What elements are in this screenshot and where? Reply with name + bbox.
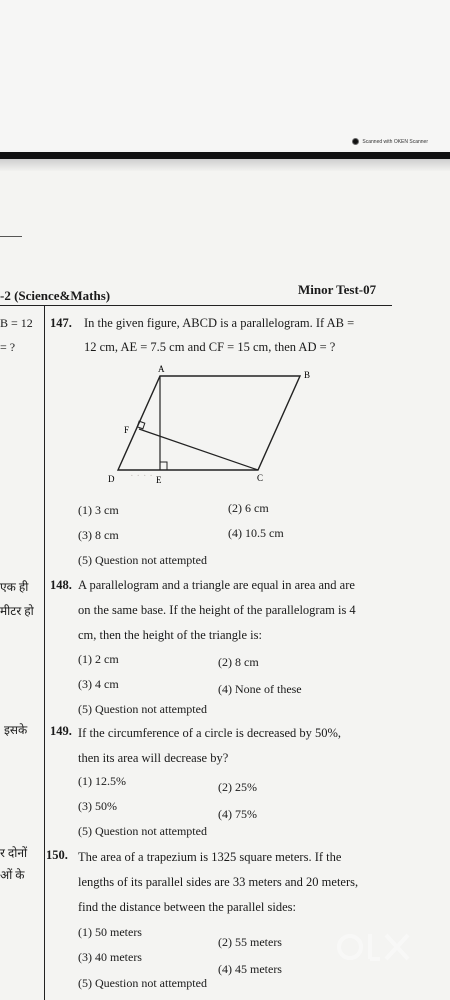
question-text: In the given figure, ABCD is a parallelogram. If AB = [84,316,355,330]
answer-option: (4) 45 meters [218,962,282,976]
margin-fragment: र दोनों [0,846,28,860]
scanner-badge-text: Scanned with OKEN Scanner [362,138,428,145]
answer-option: (4) 75% [218,807,257,821]
vertex-label-d: D [108,474,115,484]
answer-option: (4) None of these [218,682,302,696]
question-number: 150. [46,848,68,862]
question-number: 148. [50,578,72,592]
altitude-cf [139,429,258,470]
question-text: on the same base. If the height of the parallelogram is 4 [78,603,356,617]
margin-dash [0,236,22,237]
answer-option: (1) 2 cm [78,652,119,666]
right-angle-e [160,462,167,470]
header-test-name: Minor Test-07 [298,282,377,297]
margin-fragment: = ? [0,340,16,354]
question-text: If the circumference of a circle is decreased by 50%, [78,726,342,740]
question-text: lengths of its parallel sides are 33 meters and 20 meters, [78,875,359,889]
question-text: cm, then the height of the triangle is: [78,628,262,642]
header-rule [0,305,392,306]
vertex-label-e: E [156,475,162,485]
question-number: 149. [50,724,72,738]
margin-fragment: एक ही [0,580,29,594]
previous-page-blank [0,0,450,150]
scanner-logo-icon [352,138,359,145]
answer-option: (3) 8 cm [78,528,119,542]
answer-option: (3) 50% [78,799,117,813]
question-text: A parallelogram and a triangle are equal in area and are [78,578,355,592]
answer-option: (2) 8 cm [218,655,259,669]
vertex-label-a: A [158,364,165,374]
page-shadow [0,159,450,171]
answer-option: (1) 3 cm [78,503,119,517]
scanner-badge [352,138,428,145]
answer-option: (2) 25% [218,780,257,794]
margin-fragment: मीटर हो [0,604,34,618]
vertex-label-c: C [257,473,264,483]
right-angle-f [137,421,145,429]
question-text: 12 cm, AE = 7.5 cm and CF = 15 cm, then AD = ? [84,340,336,354]
answer-option: (5) Question not attempted [78,702,207,716]
answer-option: (2) 6 cm [228,501,269,515]
answer-option: (3) 40 meters [78,950,142,964]
question-text: The area of a trapezium is 1325 square meters. If the [78,850,342,864]
vertex-label-f: F [124,425,130,435]
header-subject: -2 (Science&Maths) [0,288,111,303]
question-text: then its area will decrease by? [78,751,229,765]
question-text: find the distance between the parallel sides: [78,900,296,914]
vertex-label-b: B [304,370,311,380]
answer-option: (4) 10.5 cm [228,526,284,540]
page-divider-bar [0,152,450,159]
question-number: 147. [50,316,72,330]
answer-option: (2) 55 meters [218,935,282,949]
answer-option: (3) 4 cm [78,677,119,691]
answer-option: (5) Question not attempted [78,553,207,567]
olx-watermark-logo [336,930,414,964]
answer-option: (1) 12.5% [78,774,126,788]
answer-option: (5) Question not attempted [78,824,207,838]
margin-fragment: ओं के [0,868,25,882]
answer-option: (1) 50 meters [78,925,142,939]
margin-fragment: B = 12 [0,316,33,330]
parallelogram-figure [100,360,320,490]
bleed-through-text: · · · · [130,470,153,482]
answer-option: (5) Question not attempted [78,976,207,990]
column-divider [44,306,45,1000]
margin-fragment: इसके [4,723,28,737]
